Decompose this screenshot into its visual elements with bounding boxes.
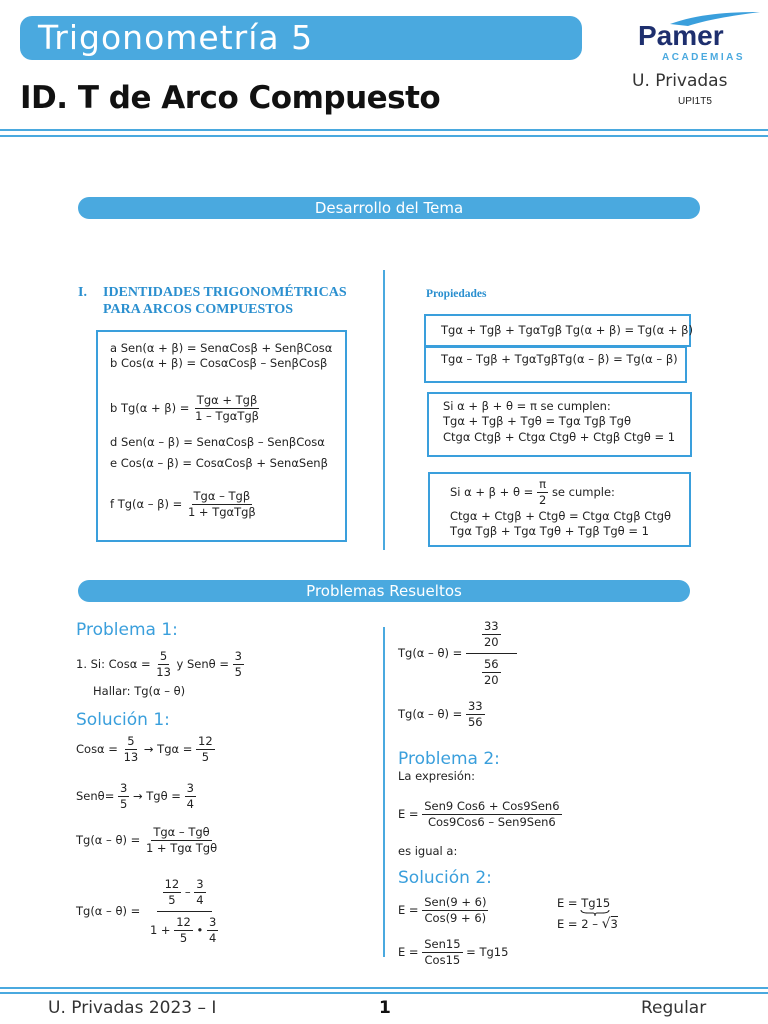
- solution-2-step-4: E = 2 – √3: [557, 916, 618, 932]
- column-divider-bottom: [383, 627, 385, 957]
- properties-heading: Propiedades: [426, 288, 487, 300]
- problem-1-title: Problema 1:: [76, 620, 178, 640]
- section-desarrollo: Desarrollo del Tema: [78, 197, 700, 219]
- property-4-line1: Si α + β + θ = $\frac{\pi}{2}$ se cumple:: [450, 477, 615, 507]
- property-4-line3: Tgα Tgβ + Tgα Tgθ + Tgβ Tgθ = 1: [450, 524, 649, 538]
- logo-subtitle: ACADEMIAS: [662, 52, 746, 63]
- solution-1-step-1: Cosα = $\frac{5}{13}$ → Tgα = $\frac{12}{5}$: [76, 734, 213, 764]
- solution-2-title: Solución 2:: [398, 868, 492, 888]
- solution-2-step-1: E = $\frac{\text{Sen(9 + 6)}}{\text{Cos(9 + 6)}}$: [398, 895, 487, 925]
- identity-e: e Cos(α – β) = CosαCosβ + SenαSenβ: [110, 456, 328, 470]
- problem-2-title: Problema 2:: [398, 749, 500, 769]
- document-code: UPI1T5: [678, 96, 712, 107]
- problem-2-expression: E = $\frac{\text{Sen9 Cos6 + Cos9Sen6}}{\text{Cos9Cos6 – Sen9Sen6}}$: [398, 799, 560, 829]
- footer-left: U. Privadas 2023 – I: [48, 998, 217, 1018]
- section-problemas: Problemas Resueltos: [78, 580, 690, 602]
- solution-2-step-3: E = Tg15: [557, 896, 610, 911]
- page-number: 1: [379, 998, 391, 1018]
- identity-b: b Cos(α + β) = CosαCosβ – SenβCosβ: [110, 356, 328, 370]
- identities-heading-number: I.: [78, 285, 87, 300]
- problem-1-question: Hallar: Tg(α – θ): [93, 684, 186, 698]
- identity-d: d Sen(α – β) = SenαCosβ – SenβCosα: [110, 435, 325, 449]
- header-rule-top: [0, 129, 768, 131]
- problem-2-intro: La expresión:: [398, 769, 476, 783]
- header-rule-bottom: [0, 135, 768, 137]
- footer-rule-bottom: [0, 992, 768, 994]
- square-root-icon: √: [601, 916, 611, 932]
- property-3-line1: Si α + β + θ = π se cumplen:: [443, 399, 611, 413]
- identity-c: b Tg(α + β) = $\frac{\text{Tgα + Tgβ}}{\text{1 – TgαTgβ}}$: [110, 393, 260, 423]
- property-3-line2: Tgα + Tgβ + Tgθ = Tgα Tgβ Tgθ: [443, 414, 632, 428]
- identities-heading-line1: IDENTIDADES TRIGONOMÉTRICAS: [103, 285, 347, 300]
- property-1: Tgα + Tgβ + TgαTgβ Tg(α + β) = Tg(α + β): [441, 323, 693, 337]
- program-label: U. Privadas: [632, 71, 728, 91]
- course-title: Trigonometría 5: [38, 18, 314, 57]
- footer-rule-top: [0, 987, 768, 989]
- solution-1-result-1: Tg(α – θ) = $\frac{\frac{33}{20}}{\frac{56}{20}}$: [398, 620, 517, 687]
- property-4-line2: Ctgα + Ctgβ + Ctgθ = Ctgα Ctgβ Ctgθ: [450, 509, 672, 523]
- identities-heading-line2: PARA ARCOS COMPUESTOS: [103, 302, 294, 317]
- solution-1-step-3: Tg(α – θ) = $\frac{\text{Tgα – Tgθ}}{\text{1 + Tgα Tgθ}}$: [76, 825, 218, 855]
- footer-right: Regular: [641, 998, 707, 1018]
- identity-a: a Sen(α + β) = SenαCosβ + SenβCosα: [110, 341, 333, 355]
- topic-title: ID. T de Arco Compuesto: [20, 80, 441, 116]
- property-2: Tgα – Tgβ + TgαTgβTg(α – β) = Tg(α – β): [441, 352, 678, 366]
- problem-1-statement: 1. Si: Cosα = $\frac{5}{13}$ y Senθ = $\frac{3}{5}$: [76, 649, 242, 679]
- identity-f: f Tg(α – β) = $\frac{\text{Tgα – Tgβ}}{\text{1 + TgαTgβ}}$: [110, 489, 256, 519]
- solution-1-result-2: Tg(α – θ) = $\frac{33}{56}$: [398, 699, 483, 729]
- solution-2-step-2: E = $\frac{\text{Sen15}}{\text{Cos15}}$ = Tg15: [398, 937, 509, 967]
- solution-1-step-2: Senθ= $\frac{3}{5}$ → Tgθ = $\frac{3}{4}$: [76, 781, 194, 811]
- logo-wordmark: Pamer: [638, 20, 724, 51]
- problem-2-question: es igual a:: [398, 844, 458, 858]
- property-3-line3: Ctgα Ctgβ + Ctgα Ctgθ + Ctgβ Ctgθ = 1: [443, 430, 676, 444]
- solution-1-title: Solución 1:: [76, 710, 170, 730]
- solution-1-step-4: Tg(α – θ) = $\frac{12}{5}$ – $\frac{3}{4}$ 1 + $\frac{12}{5}$ • $\frac{3}{4}$: [76, 877, 217, 945]
- column-divider-top: [383, 270, 385, 550]
